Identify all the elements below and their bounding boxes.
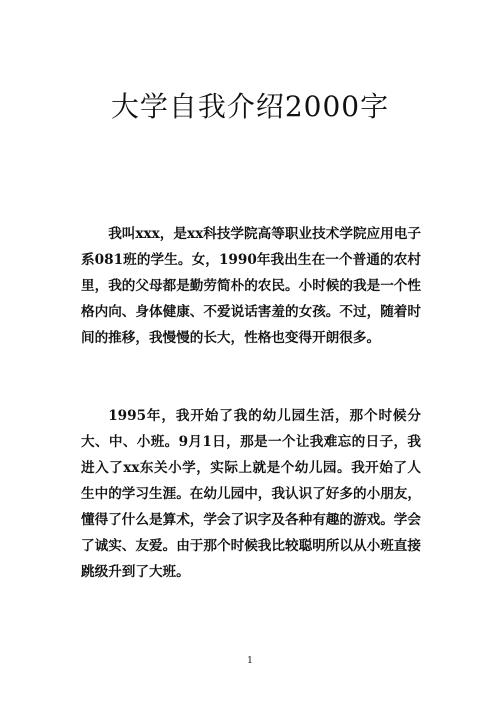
document-title: 大学自我介绍2000字 — [110, 90, 390, 123]
paragraph-2: 1995年，我开始了我的幼儿园生活，那个时候分大、中、小班。9月1日，那是一个让我难忘的日子，我进入了xx东关小学，实际上就是个幼儿园。我开始了人生中的学习生涯。在幼儿园中，我认识了好多的小朋友，懂得了什么是算术，学会了识字及各种有趣的游戏。学会了诚实、友爱。由于那个时候我比较聪明所以从小班直接跳级升到了大班。 — [81, 408, 421, 580]
paragraph-1: 我叫xxx，是xx科技学院高等职业技术学院应用电子系081班的学生。女，1990年我出生在一个普通的农村里，我的父母都是勤劳简朴的农民。小时候的我是一个性格内向、身体健康、不爱说话害羞的女孩。不过，随着时间的推移，我慢慢的长大，性格也变得开朗很多。 — [81, 226, 421, 346]
page-number: 1 — [247, 656, 253, 666]
